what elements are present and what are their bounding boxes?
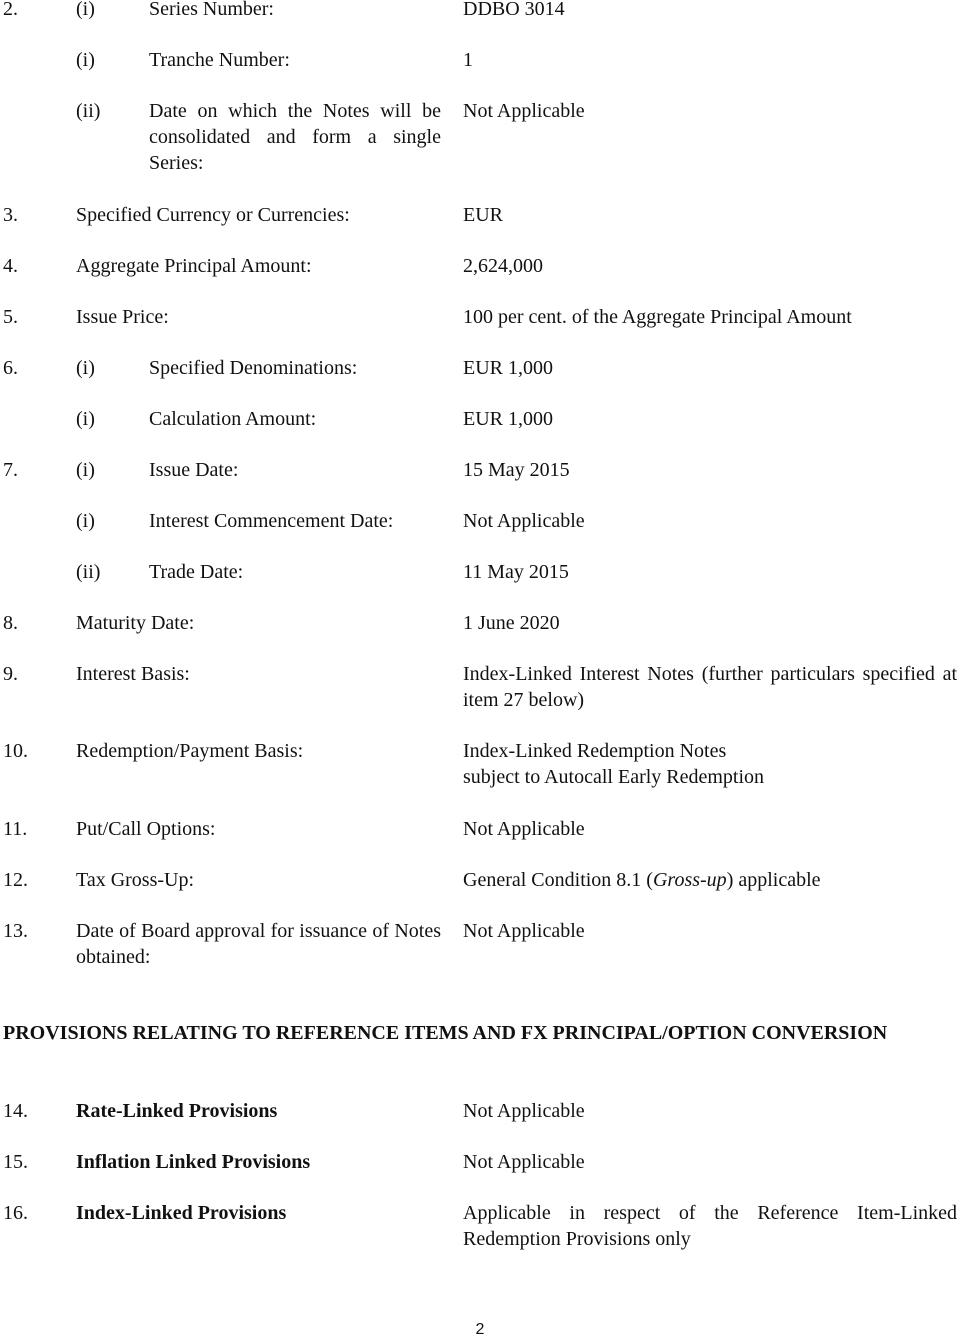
field-label: Aggregate Principal Amount: bbox=[76, 255, 312, 277]
value-text: General Condition 8.1 ( bbox=[463, 869, 653, 891]
value-line-1: Index-Linked Redemption Notes bbox=[463, 740, 727, 762]
field-value bbox=[463, 738, 957, 790]
field-value: Index-Linked Interest Notes (further particulars specified at item 27 below) bbox=[463, 663, 957, 711]
item-number: 14. bbox=[3, 1100, 28, 1122]
field-label: Maturity Date: bbox=[76, 612, 195, 634]
field-label: Tax Gross-Up: bbox=[76, 869, 195, 891]
field-value: Not Applicable bbox=[463, 510, 585, 532]
item-number: 11. bbox=[3, 818, 28, 840]
field-value: Not Applicable bbox=[463, 1151, 585, 1173]
item-number: 9. bbox=[3, 663, 18, 685]
value-line-2: subject to Autocall Early Redemption bbox=[463, 766, 765, 788]
field-value: 2,624,000 bbox=[463, 255, 543, 277]
sub-item-marker: (i) bbox=[76, 0, 95, 20]
sub-item-marker: (i) bbox=[76, 459, 95, 481]
field-value: 11 May 2015 bbox=[463, 561, 569, 583]
page-number: 2 bbox=[475, 1321, 485, 1338]
sub-item-marker: (i) bbox=[76, 357, 95, 379]
item-number: 6. bbox=[3, 357, 18, 379]
field-label: Date on which the Notes will be consolidated and form a single Series: bbox=[149, 100, 441, 174]
field-label: Issue Price: bbox=[76, 306, 169, 328]
field-value: Not Applicable bbox=[463, 818, 585, 840]
field-label: Redemption/Payment Basis: bbox=[76, 740, 304, 762]
item-number: 13. bbox=[3, 920, 28, 942]
sub-item-marker: (ii) bbox=[76, 561, 101, 583]
item-number: 5. bbox=[3, 306, 18, 328]
field-label: Calculation Amount: bbox=[149, 408, 317, 430]
item-number: 4. bbox=[3, 255, 18, 277]
field-label: Issue Date: bbox=[149, 459, 239, 481]
field-label: Index-Linked Provisions bbox=[76, 1202, 287, 1224]
sub-item-marker: (i) bbox=[76, 408, 95, 430]
field-label: Inflation Linked Provisions bbox=[76, 1151, 311, 1173]
field-value: Applicable in respect of the Reference Item-Linked Redemption Provisions only bbox=[463, 1202, 957, 1250]
field-label: Interest Basis: bbox=[76, 663, 190, 685]
field-value: Not Applicable bbox=[463, 1100, 585, 1122]
item-number: 7. bbox=[3, 459, 18, 481]
item-number: 16. bbox=[3, 1202, 28, 1224]
sub-item-marker: (ii) bbox=[76, 100, 101, 122]
field-value: 100 per cent. of the Aggregate Principal Amount bbox=[463, 306, 852, 328]
field-value bbox=[463, 867, 957, 893]
field-label: Specified Denominations: bbox=[149, 357, 358, 379]
field-value: 1 bbox=[463, 49, 473, 71]
field-value: EUR bbox=[463, 204, 503, 226]
item-number: 10. bbox=[3, 740, 28, 762]
field-value: 15 May 2015 bbox=[463, 459, 570, 481]
field-label: Trade Date: bbox=[149, 561, 244, 583]
field-label: Series Number: bbox=[149, 0, 274, 20]
field-value: DDBO 3014 bbox=[463, 0, 565, 20]
field-label: Interest Commencement Date: bbox=[149, 510, 394, 532]
item-number: 2. bbox=[3, 0, 18, 20]
field-value: EUR 1,000 bbox=[463, 408, 553, 430]
section-heading: PROVISIONS RELATING TO REFERENCE ITEMS AND FX PRINCIPAL/OPTION CONVERSION bbox=[3, 1022, 888, 1044]
field-value: 1 June 2020 bbox=[463, 612, 560, 634]
field-label: Put/Call Options: bbox=[76, 818, 216, 840]
field-value: Not Applicable bbox=[463, 920, 585, 942]
item-number: 15. bbox=[3, 1151, 28, 1173]
field-label: Date of Board approval for issuance of Notes obtained: bbox=[76, 920, 441, 968]
sub-item-marker: (i) bbox=[76, 49, 95, 71]
value-italic-text: Gross-up bbox=[652, 869, 727, 891]
sub-item-marker: (i) bbox=[76, 510, 95, 532]
item-number: 3. bbox=[3, 204, 18, 226]
item-number: 12. bbox=[3, 869, 28, 891]
value-text: ) applicable bbox=[726, 869, 821, 891]
field-value: EUR 1,000 bbox=[463, 357, 553, 379]
field-label: Tranche Number: bbox=[149, 49, 290, 71]
item-number: 8. bbox=[3, 612, 18, 634]
field-label: Rate-Linked Provisions bbox=[76, 1100, 278, 1122]
field-label: Specified Currency or Currencies: bbox=[76, 204, 350, 226]
field-value: Not Applicable bbox=[463, 100, 585, 122]
